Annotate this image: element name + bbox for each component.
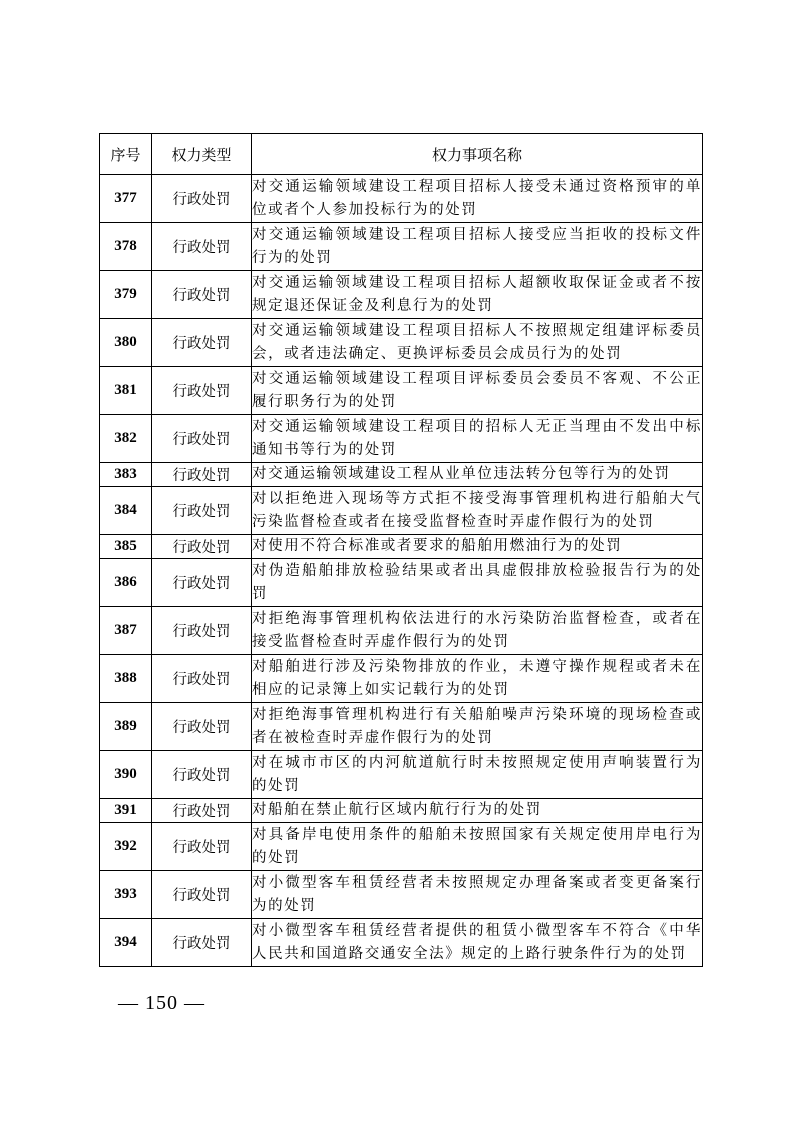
table-row (100, 919, 703, 967)
table-row (100, 319, 703, 367)
power-type: 行政处罚 (152, 655, 252, 703)
row-number: 389 (100, 703, 152, 751)
power-type: 行政处罚 (152, 871, 252, 919)
row-number: 385 (100, 535, 152, 559)
item-name: 对交通运输领域建设工程项目的招标人无正当理由不发出中标通知书等行为的处罚 (252, 415, 703, 463)
power-type: 行政处罚 (152, 463, 252, 487)
header-name: 权力事项名称 (252, 134, 703, 175)
row-number: 382 (100, 415, 152, 463)
row-number: 379 (100, 271, 152, 319)
table-row (100, 535, 703, 559)
table-row (100, 823, 703, 871)
row-number: 381 (100, 367, 152, 415)
row-number: 390 (100, 751, 152, 799)
table-row (100, 799, 703, 823)
row-number: 377 (100, 175, 152, 223)
row-number: 392 (100, 823, 152, 871)
row-number: 380 (100, 319, 152, 367)
row-number: 383 (100, 463, 152, 487)
power-type: 行政处罚 (152, 319, 252, 367)
item-name: 对交通运输领域建设工程项目招标人不按照规定组建评标委员会，或者违法确定、更换评标委员会成员行为的处罚 (252, 319, 703, 367)
table-row (100, 175, 703, 223)
item-name: 对拒绝海事管理机构依法进行的水污染防治监督检查，或者在接受监督检查时弄虚作假行为的处罚 (252, 607, 703, 655)
power-type: 行政处罚 (152, 367, 252, 415)
power-type: 行政处罚 (152, 607, 252, 655)
power-type: 行政处罚 (152, 559, 252, 607)
table-row (100, 223, 703, 271)
power-type: 行政处罚 (152, 487, 252, 535)
table-row (100, 463, 703, 487)
row-number: 378 (100, 223, 152, 271)
table-row (100, 487, 703, 535)
item-name: 对船舶进行涉及污染物排放的作业，未遵守操作规程或者未在相应的记录簿上如实记载行为的处罚 (252, 655, 703, 703)
table-header-row (100, 134, 703, 175)
header-no: 序号 (100, 134, 152, 175)
row-number: 387 (100, 607, 152, 655)
table-row (100, 655, 703, 703)
table-row (100, 415, 703, 463)
row-number: 388 (100, 655, 152, 703)
row-number: 386 (100, 559, 152, 607)
power-type: 行政处罚 (152, 175, 252, 223)
item-name: 对使用不符合标准或者要求的船舶用燃油行为的处罚 (252, 535, 703, 559)
item-name: 对伪造船舶排放检验结果或者出具虚假排放检验报告行为的处罚 (252, 559, 703, 607)
table-row (100, 367, 703, 415)
item-name: 对交通运输领域建设工程从业单位违法转分包等行为的处罚 (252, 463, 703, 487)
item-name: 对拒绝海事管理机构进行有关船舶噪声污染环境的现场检查或者在被检查时弄虚作假行为的处罚 (252, 703, 703, 751)
table-row (100, 751, 703, 799)
power-type: 行政处罚 (152, 919, 252, 967)
power-type: 行政处罚 (152, 823, 252, 871)
row-number: 394 (100, 919, 152, 967)
item-name: 对船舶在禁止航行区域内航行行为的处罚 (252, 799, 703, 823)
item-name: 对以拒绝进入现场等方式拒不接受海事管理机构进行船舶大气污染监督检查或者在接受监督检查时弄虚作假行为的处罚 (252, 487, 703, 535)
power-type: 行政处罚 (152, 535, 252, 559)
item-name: 对交通运输领域建设工程项目招标人超额收取保证金或者不按规定退还保证金及利息行为的处罚 (252, 271, 703, 319)
page-number: — 150 — (118, 992, 205, 1014)
power-type: 行政处罚 (152, 415, 252, 463)
item-name: 对小微型客车租赁经营者提供的租赁小微型客车不符合《中华人民共和国道路交通安全法》规定的上路行驶条件行为的处罚 (252, 919, 703, 967)
power-type: 行政处罚 (152, 703, 252, 751)
item-name: 对具备岸电使用条件的船舶未按照国家有关规定使用岸电行为的处罚 (252, 823, 703, 871)
item-name: 对交通运输领域建设工程项目评标委员会委员不客观、不公正履行职务行为的处罚 (252, 367, 703, 415)
item-name: 对交通运输领域建设工程项目招标人接受未通过资格预审的单位或者个人参加投标行为的处罚 (252, 175, 703, 223)
row-number: 391 (100, 799, 152, 823)
table-row (100, 607, 703, 655)
power-items-table (99, 133, 703, 967)
item-name: 对小微型客车租赁经营者未按照规定办理备案或者变更备案行为的处罚 (252, 871, 703, 919)
row-number: 393 (100, 871, 152, 919)
power-type: 行政处罚 (152, 223, 252, 271)
table-row (100, 271, 703, 319)
table-row (100, 559, 703, 607)
item-name: 对交通运输领域建设工程项目招标人接受应当拒收的投标文件行为的处罚 (252, 223, 703, 271)
header-type: 权力类型 (152, 134, 252, 175)
table-row (100, 703, 703, 751)
power-type: 行政处罚 (152, 271, 252, 319)
item-name: 对在城市市区的内河航道航行时未按照规定使用声响装置行为的处罚 (252, 751, 703, 799)
row-number: 384 (100, 487, 152, 535)
table-row (100, 871, 703, 919)
power-type: 行政处罚 (152, 799, 252, 823)
power-type: 行政处罚 (152, 751, 252, 799)
